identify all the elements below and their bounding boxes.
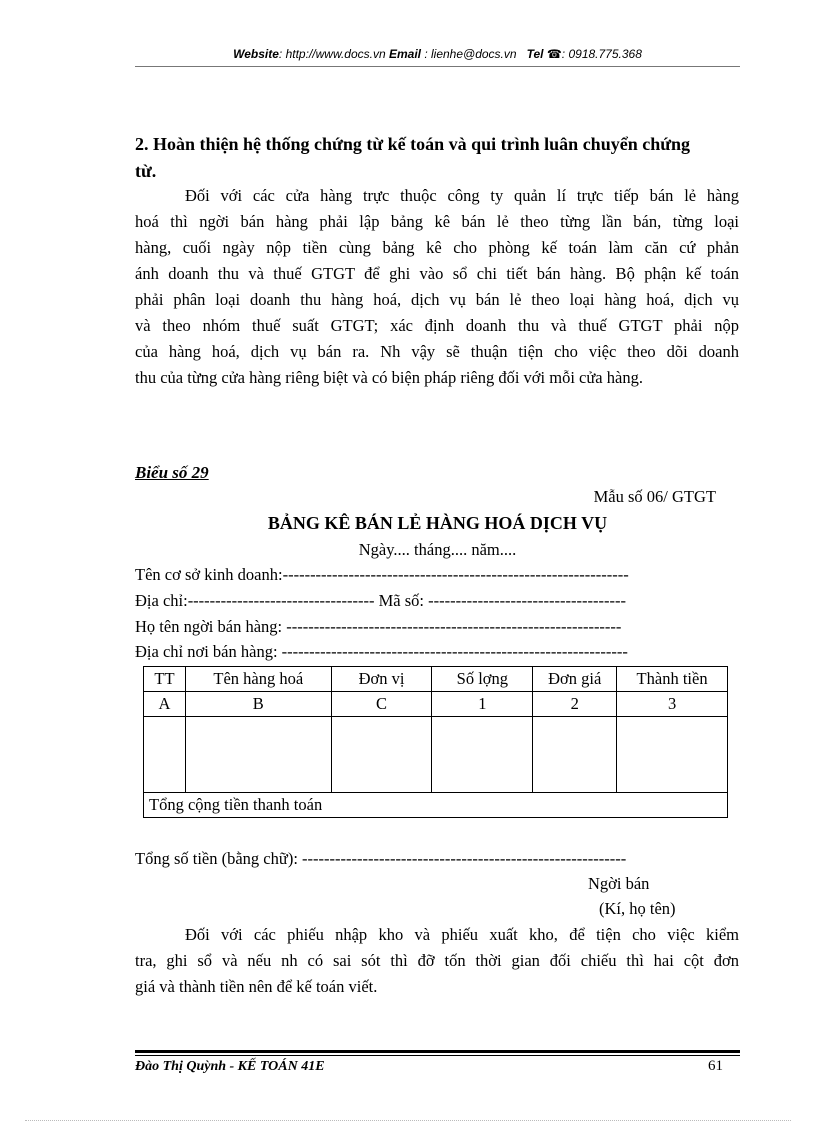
paragraph-1	[135, 183, 739, 391]
paragraph-line: của hàng hoá, dịch vụ bán ra. Nh vậy sẽ thuận tiện cho việc theo dõi doanh	[135, 342, 739, 361]
paragraph-line: phải phân loại doanh thu hàng hoá, dịch vụ bán lẻ theo loại hàng hoá, dịch vụ	[135, 290, 739, 309]
col-code: B	[185, 692, 331, 717]
form-template-code: Mẫu số 06/ GTGT	[593, 487, 716, 506]
footer-divider-thick	[135, 1050, 740, 1053]
paragraph-line: giá và thành tiền nên để kế toán viết.	[135, 977, 378, 996]
paragraph-line: tra, ghi sổ và nếu nh có sai sót thì đỡ tốn thời gian đối chiếu thì hai cột đơn	[135, 951, 739, 970]
tel-label: Tel	[526, 47, 544, 61]
col-header: Đơn vị	[331, 667, 432, 692]
page-header	[135, 47, 740, 61]
table-code-row	[144, 692, 728, 717]
table-cell	[432, 717, 533, 793]
form-date-line: Ngày.... tháng.... năm....	[358, 540, 517, 559]
table-row	[144, 717, 728, 793]
field-sale-location: Địa chỉ nơi bán hàng: ---------------------------------------------------------------	[135, 642, 628, 661]
page-bottom-border	[25, 1120, 791, 1121]
paragraph-line: hàng, cuối ngày nộp tiền cùng bảng kê cho phòng kế toán làm căn cứ phản	[135, 238, 739, 257]
col-code: 2	[533, 692, 617, 717]
email-label: Email	[388, 47, 421, 61]
paragraph-line: Đối với các cửa hàng trực thuộc công ty quản lí trực tiếp bán lẻ hàng	[185, 186, 739, 205]
col-code: A	[144, 692, 186, 717]
total-label: Tổng cộng tiền thanh toán	[144, 793, 728, 818]
form-number: Biểu số 29	[135, 463, 209, 482]
col-code: 1	[432, 692, 533, 717]
paragraph-line: và theo nhóm thuế suất GTGT; xác định doanh thu và thuế GTGT phải nộp	[135, 316, 739, 335]
header-divider	[135, 66, 740, 67]
website-label: Website	[233, 47, 279, 61]
table-cell	[185, 717, 331, 793]
phone-icon: ☎	[546, 47, 562, 61]
website-value: : http://www.docs.vn	[278, 47, 386, 61]
table-cell	[617, 717, 728, 793]
tel-value: : 0918.775.368	[561, 47, 642, 61]
table-cell	[144, 717, 186, 793]
table-total-row	[144, 793, 728, 818]
col-header: Thành tiền	[617, 667, 728, 692]
form-title: BẢNG KÊ BÁN LẺ HÀNG HOÁ DỊCH VỤ	[267, 513, 608, 533]
field-amount-in-words: Tổng số tiền (bằng chữ): -----------------------------------------------------------	[135, 849, 627, 868]
page-number: 61	[708, 1058, 723, 1074]
paragraph-line: thu của từng cửa hàng riêng biệt và có biện pháp riêng đối với mỗi cửa hàng.	[135, 368, 643, 387]
footer-divider-thin	[135, 1055, 740, 1056]
section-title	[135, 131, 740, 185]
paragraph-line: ánh doanh thu và thuế GTGT để ghi vào sổ chi tiết bán hàng. Bộ phận kế toán	[135, 264, 739, 283]
table-cell	[331, 717, 432, 793]
col-header: Số lợng	[432, 667, 533, 692]
table-header-row	[144, 667, 728, 692]
field-address: Địa chỉ:---------------------------------- Mã số: ------------------------------------	[135, 591, 626, 610]
paragraph-2	[135, 922, 739, 1000]
paragraph-line: hoá thì ngời bán hàng phải lập bảng kê bán lẻ theo từng lần bán, từng loại	[135, 212, 739, 231]
field-seller-name: Họ tên ngời bán hàng: -------------------------------------------------------------	[135, 617, 622, 636]
col-header: TT	[144, 667, 186, 692]
col-header: Đơn giá	[533, 667, 617, 692]
sales-table	[143, 666, 728, 818]
col-header: Tên hàng hoá	[185, 667, 331, 692]
table-cell	[533, 717, 617, 793]
field-business-name: Tên cơ sở kinh doanh:---------------------------------------------------------------	[135, 565, 629, 584]
signer-note: (Kí, họ tên)	[599, 899, 676, 918]
paragraph-line: Đối với các phiếu nhập kho và phiếu xuất kho, để tiện cho việc kiểm	[185, 925, 739, 944]
signer-label: Ngời bán	[588, 874, 650, 893]
footer-author: Đào Thị Quỳnh - KẾ TOÁN 41E	[135, 1059, 325, 1074]
col-code: C	[331, 692, 432, 717]
col-code: 3	[617, 692, 728, 717]
section-title-line2: từ.	[135, 161, 157, 181]
email-value: : lienhe@docs.vn	[421, 47, 517, 61]
section-title-line1: 2. Hoàn thiện hệ thống chứng từ kế toán và qui trình luân chuyển chứng	[135, 134, 691, 154]
